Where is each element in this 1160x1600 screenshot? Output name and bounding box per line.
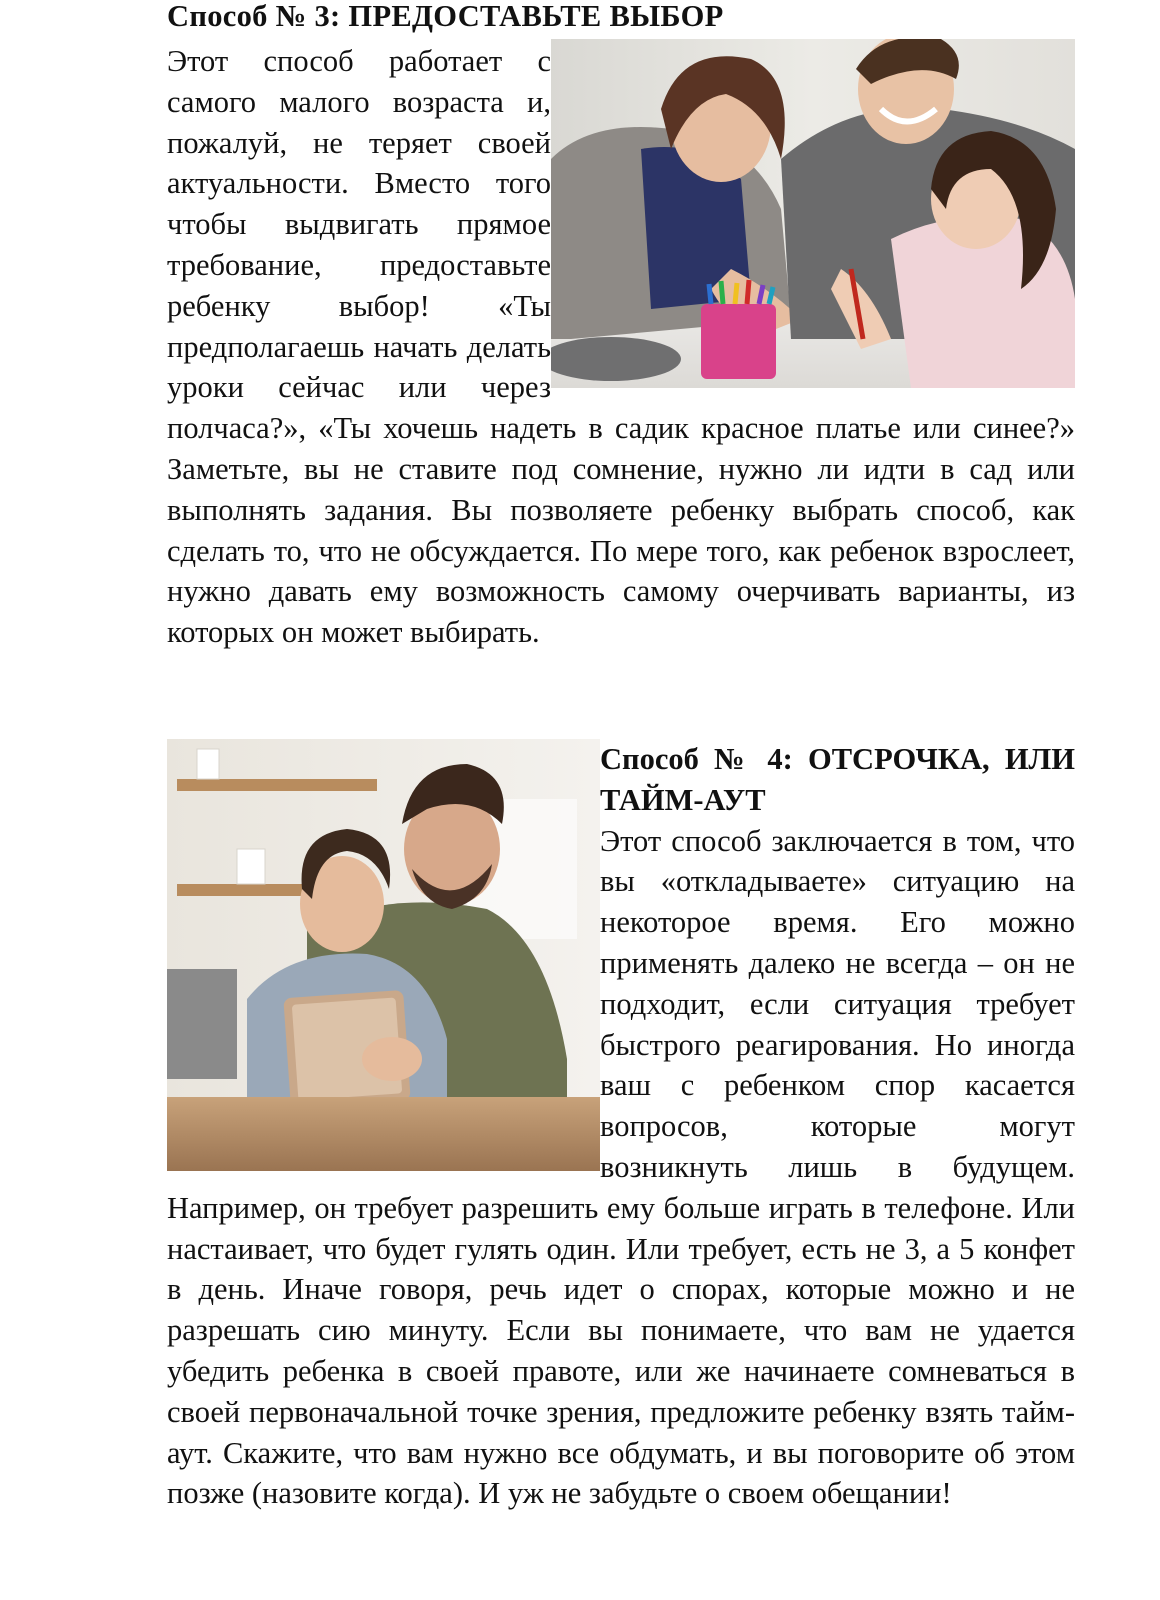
- father-son-tablet-photo: [167, 739, 600, 1171]
- section3: [167, 41, 1075, 653]
- section4-body: Этот способ заключается в том, что вы «откладываете» ситуацию на некоторое время. Его можно применять далеко не всегда – он не подходит, если ситуация требует быстрого реагирования. Но иногда ваш с ребенком спор касается вопросов, которые могут возникнуть лишь в будущем. Например, он требует разрешить ему больше играть в телефоне. Или настаивает, что будет гулять один. Или требует, есть не 3, а 5 конфет в день. Иначе говоря, речь идет о спорах, которые можно и не разрешать сию минуту. Если вы понимаете, что вам не удается убедить ребенка в своей правоте, или же начинаете сомневаться в своей первоначальной точке зрения, предложите ребенку взять тайм-аут. Скажите, что вам нужно все обдумать, и вы поговорите об этом позже (назовите когда). И уж не забудьте о своем обещании!: [167, 823, 1075, 1511]
- section4-heading: Способ № 4: ОТСРОЧКА, ИЛИ ТАЙМ-АУТ: [600, 742, 1075, 817]
- section3-heading: Способ № 3: ПРЕДОСТАВЬТЕ ВЫБОР: [167, 0, 724, 33]
- family-drawing-photo: [551, 39, 1075, 388]
- section3-body: Этот способ работает с самого малого возраста и, пожалуй, не теряет своей актуальности. Вместо того чтобы выдвигать прямое требование, предоставьте ребенку выбор! «Ты предполагаешь начать делать уроки сейчас или через полчаса?», «Ты хочешь надеть в садик красное платье или синее?» Заметьте, вы не ставите под сомнение, нужно ли идти в сад или выполнять задания. Вы позволяете ребенку выбрать способ, как сделать то, что не обсуждается. По мере того, как ребенок взрослеет, нужно давать ему возможность самому очерчивать варианты, из которых он может выбирать.: [167, 44, 1075, 650]
- section4: [167, 739, 1075, 1514]
